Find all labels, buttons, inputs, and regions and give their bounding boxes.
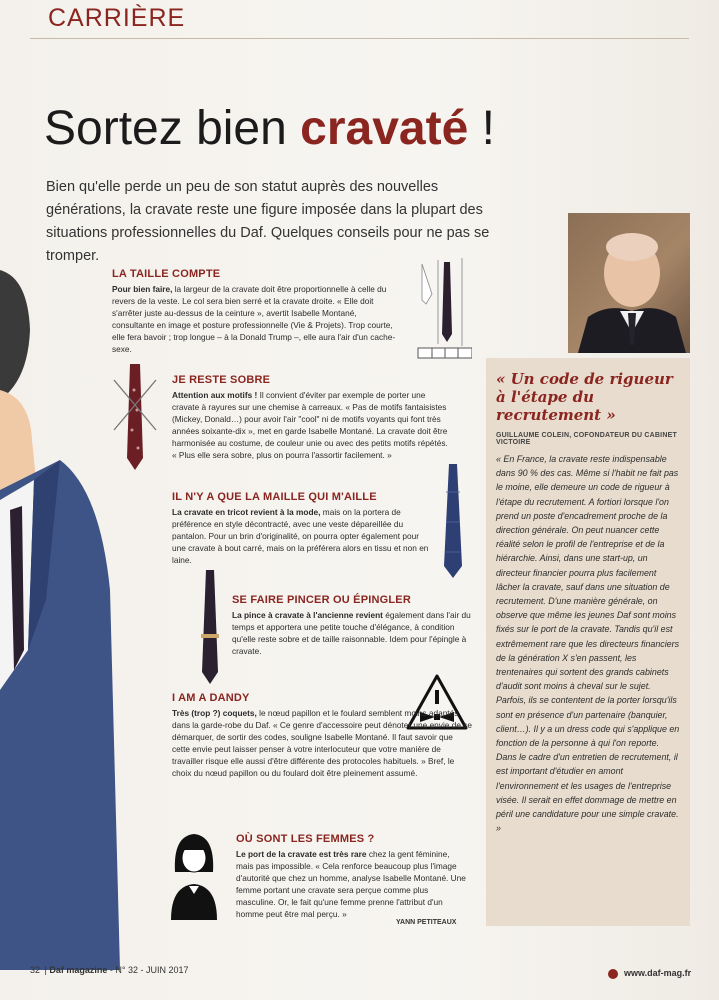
woman-icon — [165, 828, 223, 920]
sidebar-body: « En France, la cravate reste indispensable dans 90 % des cas. Même si l'habit ne fait pas le moine, elle demeure un code de rigueur à l'étape du recrutement. A fortiori lorsque l'on prend un poste d'encadrement proche de la direction générale. On peut nuancer cette réalité selon le profil de l'entreprise et de la hiérarchie. Ainsi, dans une start-up, un directeur financier pourra plus facilement lâcher la cravate, sauf dans une situation de recrutement. D'une manière générale, on observe que même les jeunes Daf sont moins fixés sur le port de la cravate. Tandis qu'il est extrêmement rare que les directeurs financiers de la génération X s'en passent, les trentenaires qui sortent des grands cabinets d'audit sont moins à cheval sur le sujet. Parfois, ils se contentent de la porter lorsqu'ils sont en présence d'un partenaire (banquier, client…). Il y a un dress code qui s'applique en fonction de la personne à qui l'on reporte. Dans le cadre d'un entretien de recrutement, il est important d'étudier en amont l'environnement et les usages de l'entreprise visée. Il serait en effet dommage de mettre en péril une candidature pour une simple cravate. » — [496, 454, 680, 834]
page-title — [44, 100, 664, 158]
title-part1: Sortez bien — [44, 102, 301, 155]
tie-clip-icon — [195, 568, 225, 686]
section-heading: JE RESTE SOBRE — [172, 374, 271, 386]
section-leadin: Le port de la cravate est très rare — [236, 849, 367, 859]
section-maille — [172, 491, 434, 566]
title-end: ! — [468, 102, 495, 155]
issue-info: - N° 32 - JUIN 2017 — [109, 965, 189, 975]
section-heading: I AM A DANDY — [172, 692, 250, 704]
section-body: mais on la portera de préférence en style décontracté, avec une veste dépareillée du pantalon. Pour un brin d'originalité, on pourra opter également pour une cravate à bout carré, mais on la préférera alors en tissu et non en laine. — [172, 507, 429, 565]
section-leadin: La cravate en tricot revient à la mode, — [172, 507, 321, 517]
section-leadin: La pince à cravate à l'ancienne revient — [232, 610, 383, 620]
section-text — [236, 848, 468, 920]
section-leadin: Très (trop ?) coquets, — [172, 708, 257, 718]
section-heading: IL N'Y A QUE LA MAILLE QUI M'AILLE — [172, 491, 377, 503]
background-watermark — [453, 57, 498, 68]
section-label: CARRIÈRE — [48, 4, 186, 32]
knit-tie-icon — [438, 462, 468, 580]
section-heading: SE FAIRE PINCER OU ÉPINGLER — [232, 594, 411, 606]
section-pince — [232, 594, 480, 657]
website-link[interactable]: www.daf-mag.fr — [624, 968, 692, 978]
section-femmes — [236, 833, 468, 920]
interview-sidebar — [486, 358, 690, 926]
crossed-tie-icon — [110, 360, 160, 475]
section-body: également dans l'air du temps et apportera une petite touche d'élégance, à condition qu'elle reste sobre et de taille raisonnable. Idem pour l'épingle à cravate. — [232, 610, 471, 656]
magazine-name: Daf magazine — [49, 965, 108, 975]
page-footer: 32 | Daf magazine - N° 32 - JUIN 2017 — [30, 965, 189, 975]
tie-measure-icon — [412, 254, 472, 364]
section-sobre — [172, 374, 454, 461]
site-bullet-icon — [608, 969, 618, 979]
section-text — [112, 283, 400, 355]
section-body: le nœud papillon et le foulard semblent moins adaptés dans la garde-robe du Daf. « Ce genre d'accessoire peut dénoter une envie de se démarquer, de sortir des codes, souligne Isabelle Montané. Il faut savoir que cette envie peut laisser penser à votre interlocuteur que votre manière de travailler risque elle aussi d'être différente des protocoles habituels. » Bref, le choix du nœud papillon ou du foulard doit être pleinement assumé. — [172, 708, 473, 778]
sidebar-title: « Un code de rigueur à l'étape du recrutement » — [496, 370, 673, 424]
section-text — [232, 609, 480, 657]
section-taille — [112, 268, 400, 355]
section-dandy — [172, 692, 472, 779]
author-credit: YANN PETITEAUX — [396, 919, 457, 926]
section-text — [172, 389, 454, 461]
section-body: la largeur de la cravate doit être proportionnelle à celle du revers de la veste. Le col sera bien serré et la cravate droite. « Elle doit s'arrêter juste au-dessus de la ceinture », avertit Isabelle Montané, consultante en image et posture professionnelle (Vie & Projets). Trop courte, elle fera bavoir ; trop longue – à la Donald Trump –, elle aura l'air d'un cache-sexe. — [112, 284, 396, 354]
section-heading: OÙ SONT LES FEMMES ? — [236, 833, 375, 845]
section-body: chez la gent féminine, mais pas impossible. « Cela renforce beaucoup plus l'image d'autorité que chez un homme, analyse Isabelle Montané. Une femme portant une cravate sera perçue comme plus masculine. Or, le fait qu'une femme prenne l'attribut d'un homme peut être mal perçu. » — [236, 849, 466, 919]
portrait-photo — [568, 213, 690, 353]
header-rule — [30, 38, 689, 39]
page-number: 32 — [30, 965, 41, 975]
section-text — [172, 506, 434, 566]
sidebar-author: GUILLAUME COLEIN, COFONDATEUR DU CABINET VICTOIRE — [496, 432, 677, 446]
title-accent: cravaté — [300, 102, 469, 155]
section-heading: LA TAILLE COMPTE — [112, 268, 221, 280]
section-leadin: Pour bien faire, — [112, 284, 173, 294]
section-body: Il convient d'éviter par exemple de porter une cravate à rayures sur une chemise à carreaux. « Pas de motifs fantaisistes (Mickey, Donald…) pour avoir l'air "cool" ni de motifs voyants qui font très années soixante-dix », met en garde Isabelle Montané. La cravate doit être harmonisée au costume, de couleur unie ou avec des petits motifs répétés. « Plus elle sera sobre, plus on pourra l'assortir facilement. » — [172, 390, 448, 460]
section-text — [172, 707, 472, 779]
section-leadin: Attention aux motifs ! — [172, 390, 258, 400]
lead-paragraph: Bien qu'elle perde un peu de son statut auprès des nouvelles générations, la cravate reste une figure imposée dans la plupart des situations professionnelles du Daf. Quelques conseils pour ne pas se tromper. — [46, 179, 490, 264]
businessman-illustration — [0, 270, 120, 970]
